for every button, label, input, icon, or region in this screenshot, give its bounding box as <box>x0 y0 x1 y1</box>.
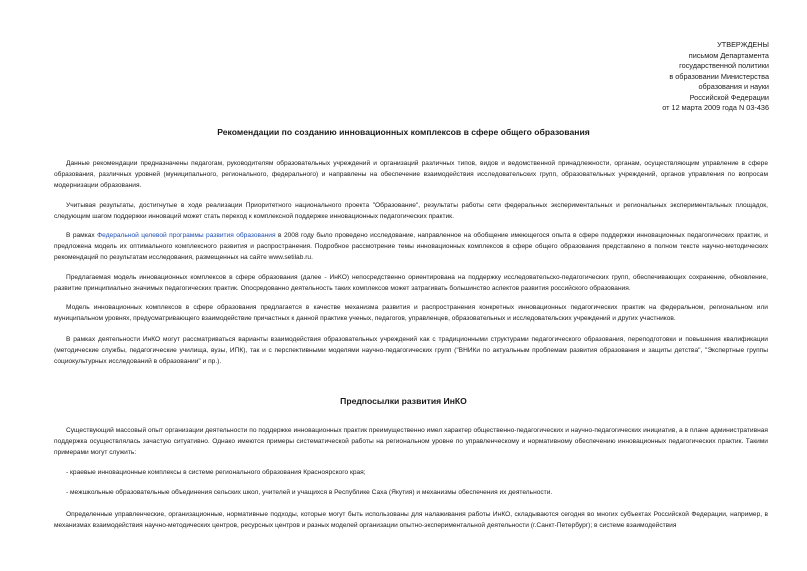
approval-line: письмом Департамента <box>688 50 769 60</box>
paragraph-text: Данные рекомендации предназначены педагогам, руководителям образовательных учреждений и организаций различных типов, видов и ведомственной принадлежности, органам, осуществляющим управление в сфере образования, различных уровней (муниципального, регионального, федерального) и направлены на обеспечение взаимодействия исследовательских групп, образовательных учреждений, органов управления по вопросам модернизации образования. <box>54 160 768 189</box>
approval-line: образования и науки <box>698 82 769 91</box>
paragraph <box>54 302 768 324</box>
list-item-text: - краевые инновационные комплексы в системе регионального образования Красноярского края; <box>66 469 366 476</box>
approval-line: в образовании Министерства <box>669 71 769 81</box>
paragraph <box>54 334 768 367</box>
paragraph-text: В рамках деятельности ИнКО могут рассматриваться варианты взаимодействия образовательных учреждений как с традиционными структурами педагогического образования, переподготовки и повышения квалификации (методические службы, педагогические училища, вузы, ИПК), так и с перспективными моделями научно-педагогических групп ("ВНИКи по актуальным проблемам развития образования и защиты детства", "Экспертные группы социокультурных исследований в образовании" и пр.). <box>54 336 768 365</box>
paragraph <box>54 272 768 294</box>
section-heading: Предпосылки развития ИнКО <box>340 396 467 406</box>
program-link[interactable]: Федеральной целевой программы развития образования <box>97 232 276 239</box>
approval-stamp <box>529 40 769 114</box>
approval-line: государственной политики <box>679 61 769 70</box>
paragraph <box>54 425 768 458</box>
paragraph <box>54 230 768 263</box>
list-item <box>54 487 768 498</box>
paragraph-text: Определенные управленческие, организационные, нормативные подходы, которые могут быть использованы для налаживания работы ИнКО, складываются сегодня во многих субъектах Российской Федерации, например, в механизмах взаимодействия научно-методических центров, ресурсных центров и разных моделей организации опытно-экспериментальной деятельности (г.Санкт-Петербург); в системе взаимодействия <box>54 511 768 529</box>
list-item <box>54 467 768 478</box>
paragraph-text: Модель инновационных комплексов в сфере образования предлагается в качестве механизма развития и распространения конкретных инновационных педагогических практик на федеральном, региональном или муниципальном уровнях, предусматривающего взаимодействие причастных к данной практике ученых, педагогов, управленцев, образовательных и исследовательских учреждений и других участников. <box>54 304 768 322</box>
paragraph <box>54 158 768 191</box>
paragraph-text: Существующий массовый опыт организации деятельности по поддержке инновационных практик преимущественно имел характер общественно-педагогических и научно-педагогических инициатив, а в плане административная поддержка осуществлялась зачастую ситуативно. Однако имеются примеры систематической работы на региональном уровне по управленческому и нормативному обеспечению инновационных педагогических практик. Такими примерами могут служить: <box>54 427 768 456</box>
document-title: Рекомендации по созданию инновационных комплексов в сфере общего образования <box>217 127 590 137</box>
paragraph-text: Учитывая результаты, достигнутые в ходе реализации Приоритетного национального проекта "Образование", результаты работы сети федеральных экспериментальных и региональных экспериментальных площадок, следующим шагом поддержки инноваций может стать переход к комплексной поддержке инновационных педагогических практик. <box>54 202 768 220</box>
paragraph-text: Предлагаемая модель инновационных комплексов в сфере образования (далее - ИнКО) непосредственно ориентирована на поддержку исследовательско-педагогических групп, обеспечивающих сохранение, обновление, развитие принципиально значимых педагогических практик. Опосредованно деятельность таких комплексов может затрагивать большинство аспектов развития российского образования. <box>54 274 768 292</box>
approval-line: Российской Федерации <box>689 92 769 102</box>
paragraph-text: В рамках <box>66 232 98 239</box>
paragraph-text: в 2008 году было проведено исследование, направленное на обобщение имеющегося опыта в сфере поддержки инновационных педагогических практик, и предложена модель их оптимального комплексного развития и распространения. Подробное рассмотрение темы инновационных комплексов в сфере общего образования представлено в полном тексте научно-методических рекомендаций по результатам исследования, размещенных на сайте www.setilab.ru. <box>54 232 768 261</box>
paragraph <box>54 200 768 222</box>
list-item-text: - межшкольные образовательные объединения сельских школ, учителей и учащихся в Республике Саха (Якутия) и механизмы обеспечения их деятельности. <box>66 489 553 496</box>
paragraph <box>54 509 768 531</box>
approval-line: от 12 марта 2009 года N 03-436 <box>662 103 769 112</box>
approval-line: УТВЕРЖДЕНЫ <box>717 40 769 49</box>
